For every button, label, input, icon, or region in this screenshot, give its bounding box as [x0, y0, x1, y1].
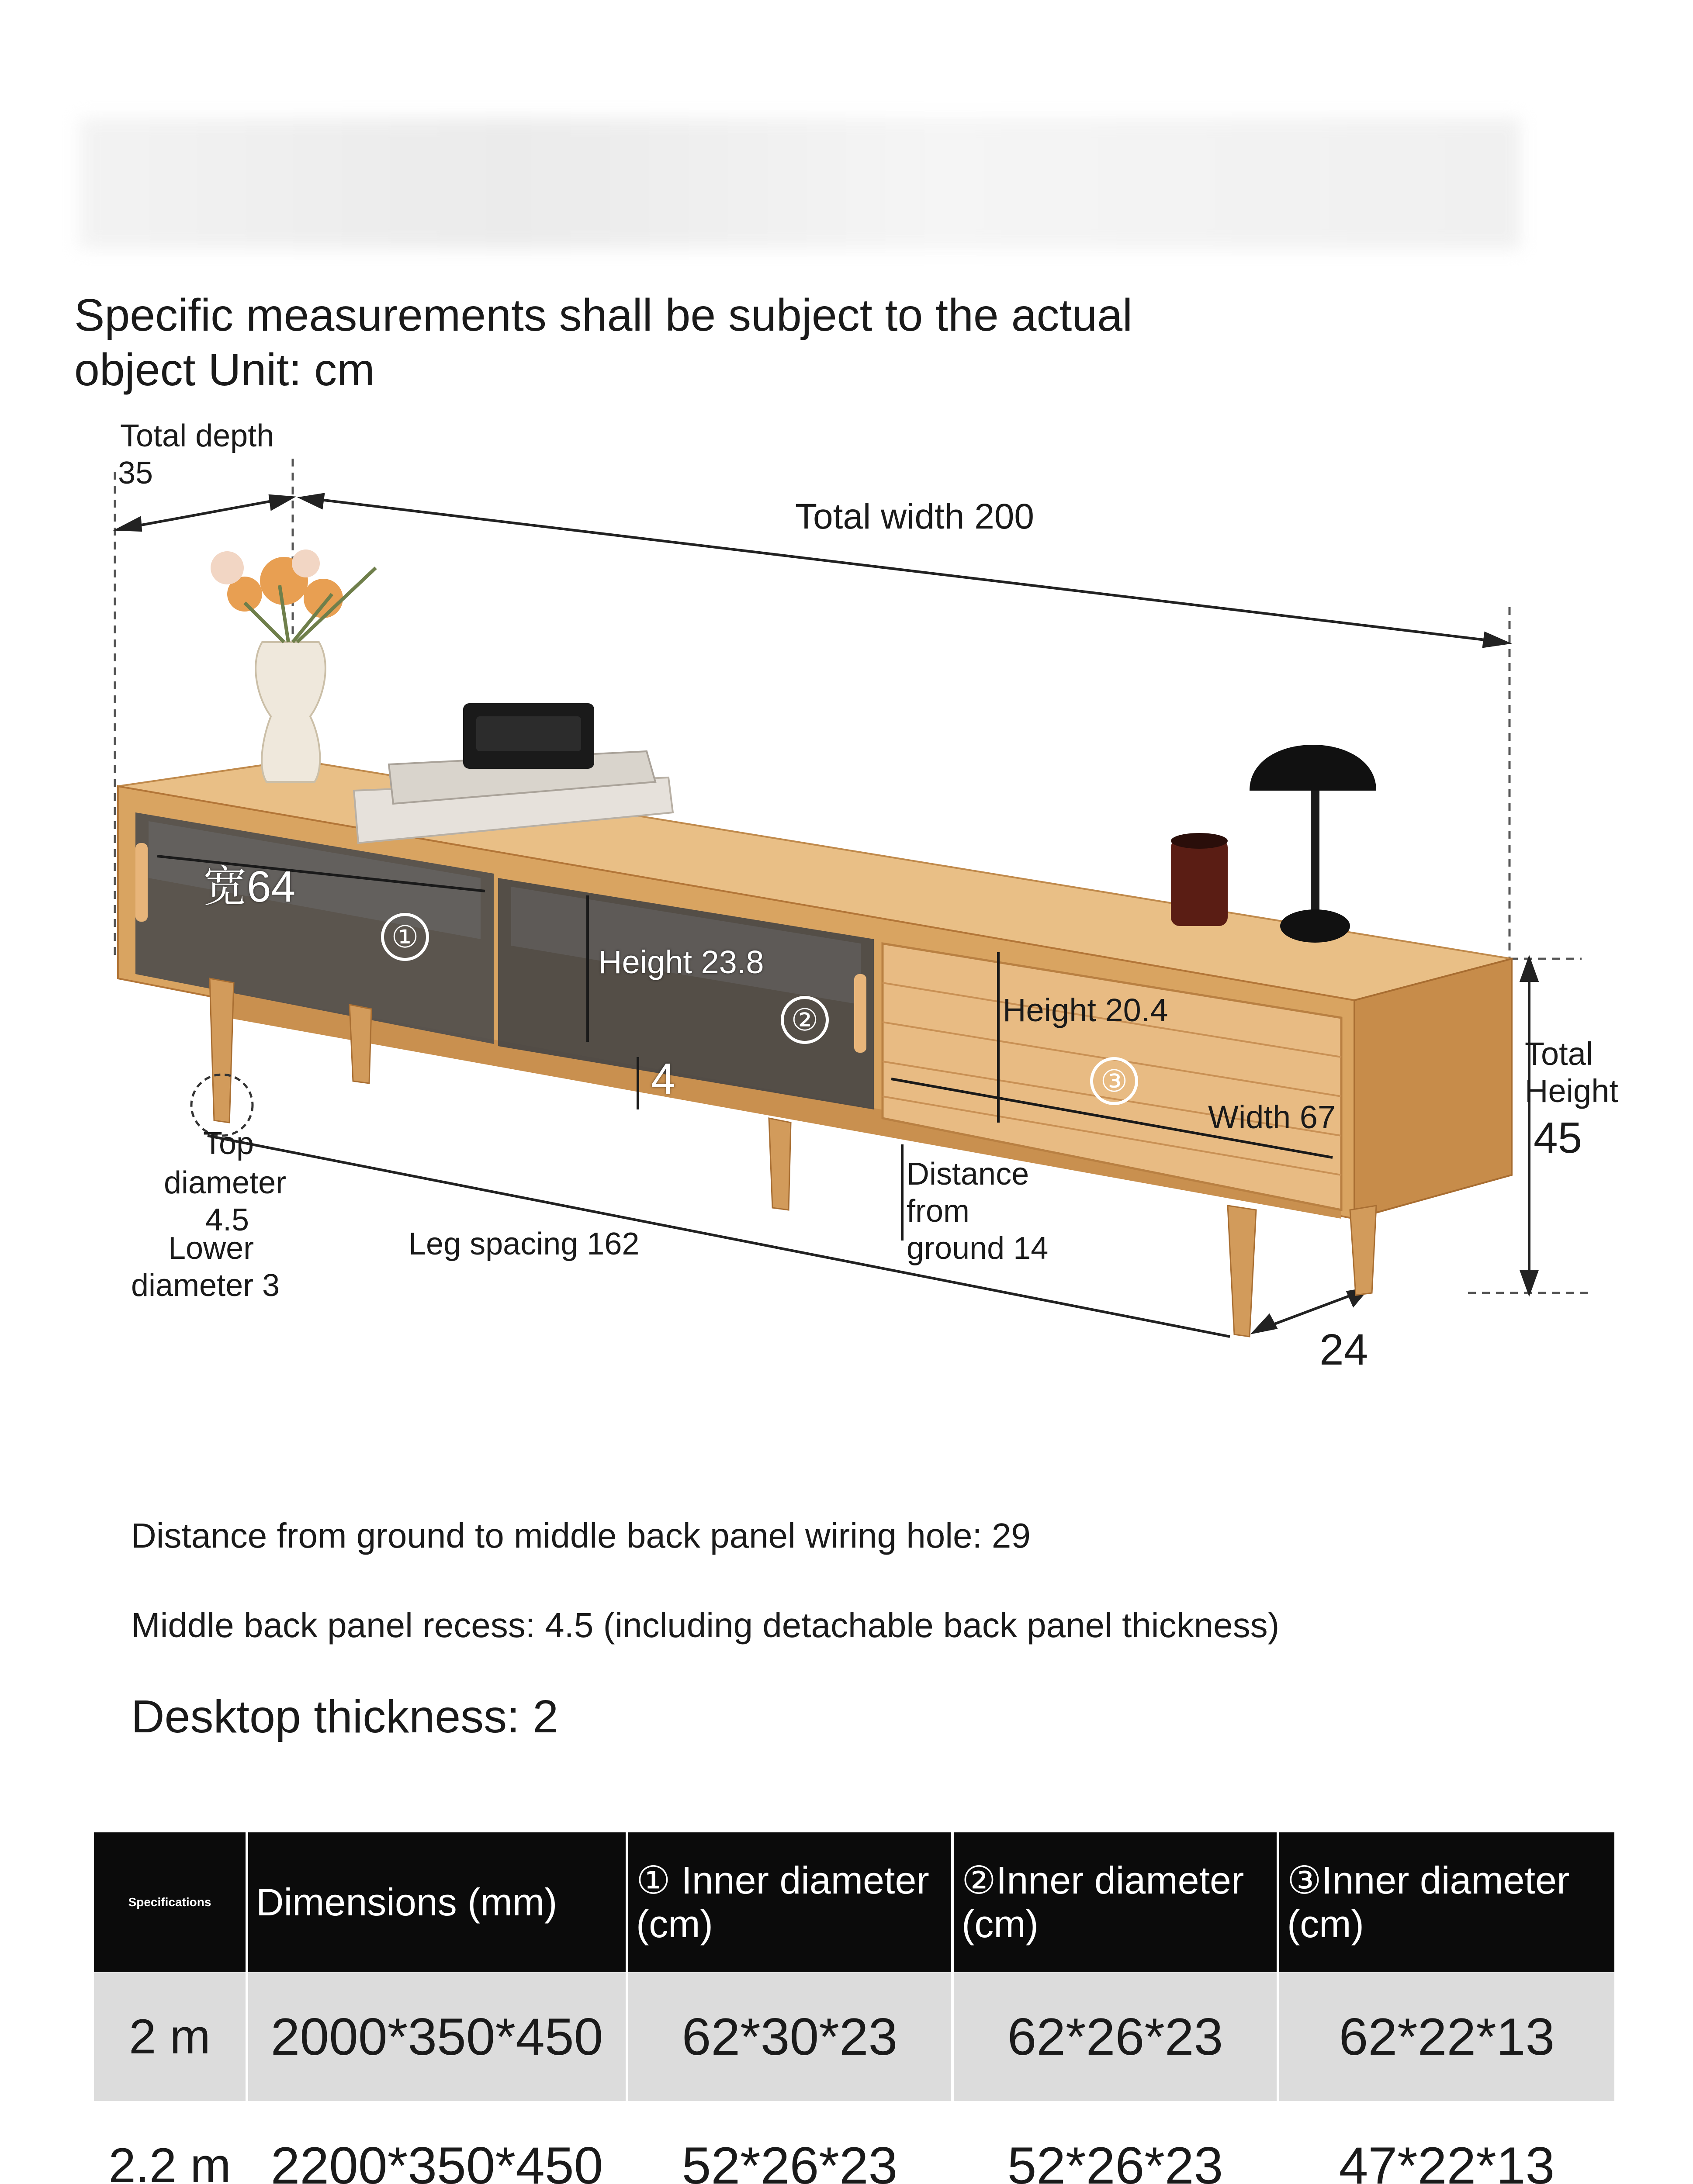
inner-2-cell: 52*26*23 — [952, 2101, 1278, 2184]
candle — [1171, 833, 1228, 926]
depth-24-label: 24 — [1319, 1325, 1368, 1374]
total-height-label-2: Height — [1525, 1073, 1618, 1109]
size-cell: 2.2 m — [94, 2101, 247, 2184]
top-diameter-value: 4.5 — [205, 1203, 249, 1237]
header-inner-1: ① Inner diameter (cm) — [627, 1832, 952, 1972]
inner-1-cell: 52*26*23 — [627, 2101, 952, 2184]
door-handle-2 — [854, 974, 866, 1053]
back-panel-recess-note: Middle back panel recess: 4.5 (including detachable back panel thickness) — [131, 1606, 1280, 1645]
inner-3-cell: 47*22*13 — [1278, 2101, 1614, 2184]
header-inner-2: ②Inner diameter (cm) — [952, 1832, 1278, 1972]
compartment-2-marker: ② — [781, 996, 829, 1044]
heading-line-2: object Unit: cm — [74, 345, 375, 395]
height-arrow-bottom — [1521, 1271, 1537, 1293]
leg-spacing-label: Leg spacing 162 — [409, 1227, 640, 1261]
width-arrow-left — [301, 494, 323, 508]
ground-distance-label-2: from — [907, 1194, 969, 1229]
header-spec: Specifications — [94, 1832, 247, 1972]
depth-arrow-left — [118, 518, 141, 530]
total-depth-label: Total depth — [120, 418, 274, 453]
wiring-hole-note: Distance from ground to middle back panel wiring hole: 29 — [131, 1516, 1031, 1555]
top-diameter-label-2: diameter — [164, 1165, 287, 1200]
total-depth-value: 35 — [118, 456, 153, 491]
width-arrow-right — [1484, 633, 1507, 646]
compartment-3-marker: ③ — [1090, 1057, 1138, 1105]
lower-diameter-label-1: Lower — [168, 1231, 254, 1266]
width-67-label: Width 67 — [1208, 1099, 1336, 1135]
ground-distance-label-1: Distance — [907, 1157, 1029, 1192]
height-204-label: Height 20.4 — [1003, 992, 1168, 1028]
height-arrow-top — [1521, 959, 1537, 981]
header-inner-3: ③Inner diameter (cm) — [1278, 1832, 1614, 1972]
height-238-label: Height 23.8 — [599, 944, 764, 980]
top-diameter-label-1: Top — [203, 1126, 254, 1161]
size-cell: 2 m — [94, 1972, 247, 2101]
inner-2-cell: 62*26*23 — [952, 1972, 1278, 2101]
inner-3-cell: 62*22*13 — [1278, 1972, 1614, 2101]
cabinet-side — [1354, 959, 1512, 1219]
gap-4-label: 4 — [651, 1054, 675, 1103]
vase-with-flowers — [211, 549, 376, 782]
desktop-thickness-note: Desktop thickness: 2 — [131, 1691, 559, 1742]
total-height-label-1: Total — [1525, 1036, 1593, 1072]
dimensions-cell: 2000*350*450 — [247, 1972, 627, 2101]
dimensions-cell: 2200*350*450 — [247, 2101, 627, 2184]
table-header-row — [94, 1832, 1614, 1972]
table-row — [94, 1972, 1614, 2101]
total-height-value: 45 — [1534, 1113, 1582, 1162]
cabinet-body — [118, 760, 1512, 1337]
compartment-1-marker: ① — [381, 913, 429, 961]
table-row — [94, 2101, 1614, 2184]
depth-dimension-line — [122, 498, 288, 529]
ground-distance-label-3: ground 14 — [907, 1231, 1049, 1266]
inner-1-cell: 62*30*23 — [627, 1972, 952, 2101]
depth-arrow-right — [270, 496, 292, 509]
door-handle-1 — [135, 843, 148, 922]
speaker — [463, 703, 594, 769]
total-width-label: Total width 200 — [795, 497, 1035, 536]
mushroom-lamp — [1250, 745, 1376, 943]
heading-line-1: Specific measurements shall be subject to the actual — [74, 290, 1133, 341]
depth-24-arrow-left — [1254, 1316, 1276, 1332]
header-dimensions: Dimensions (mm) — [247, 1832, 627, 1972]
width-64-label: 宽64 — [203, 862, 296, 911]
lower-diameter-label-2: diameter 3 — [131, 1268, 280, 1303]
spec-table — [94, 1832, 1614, 2184]
